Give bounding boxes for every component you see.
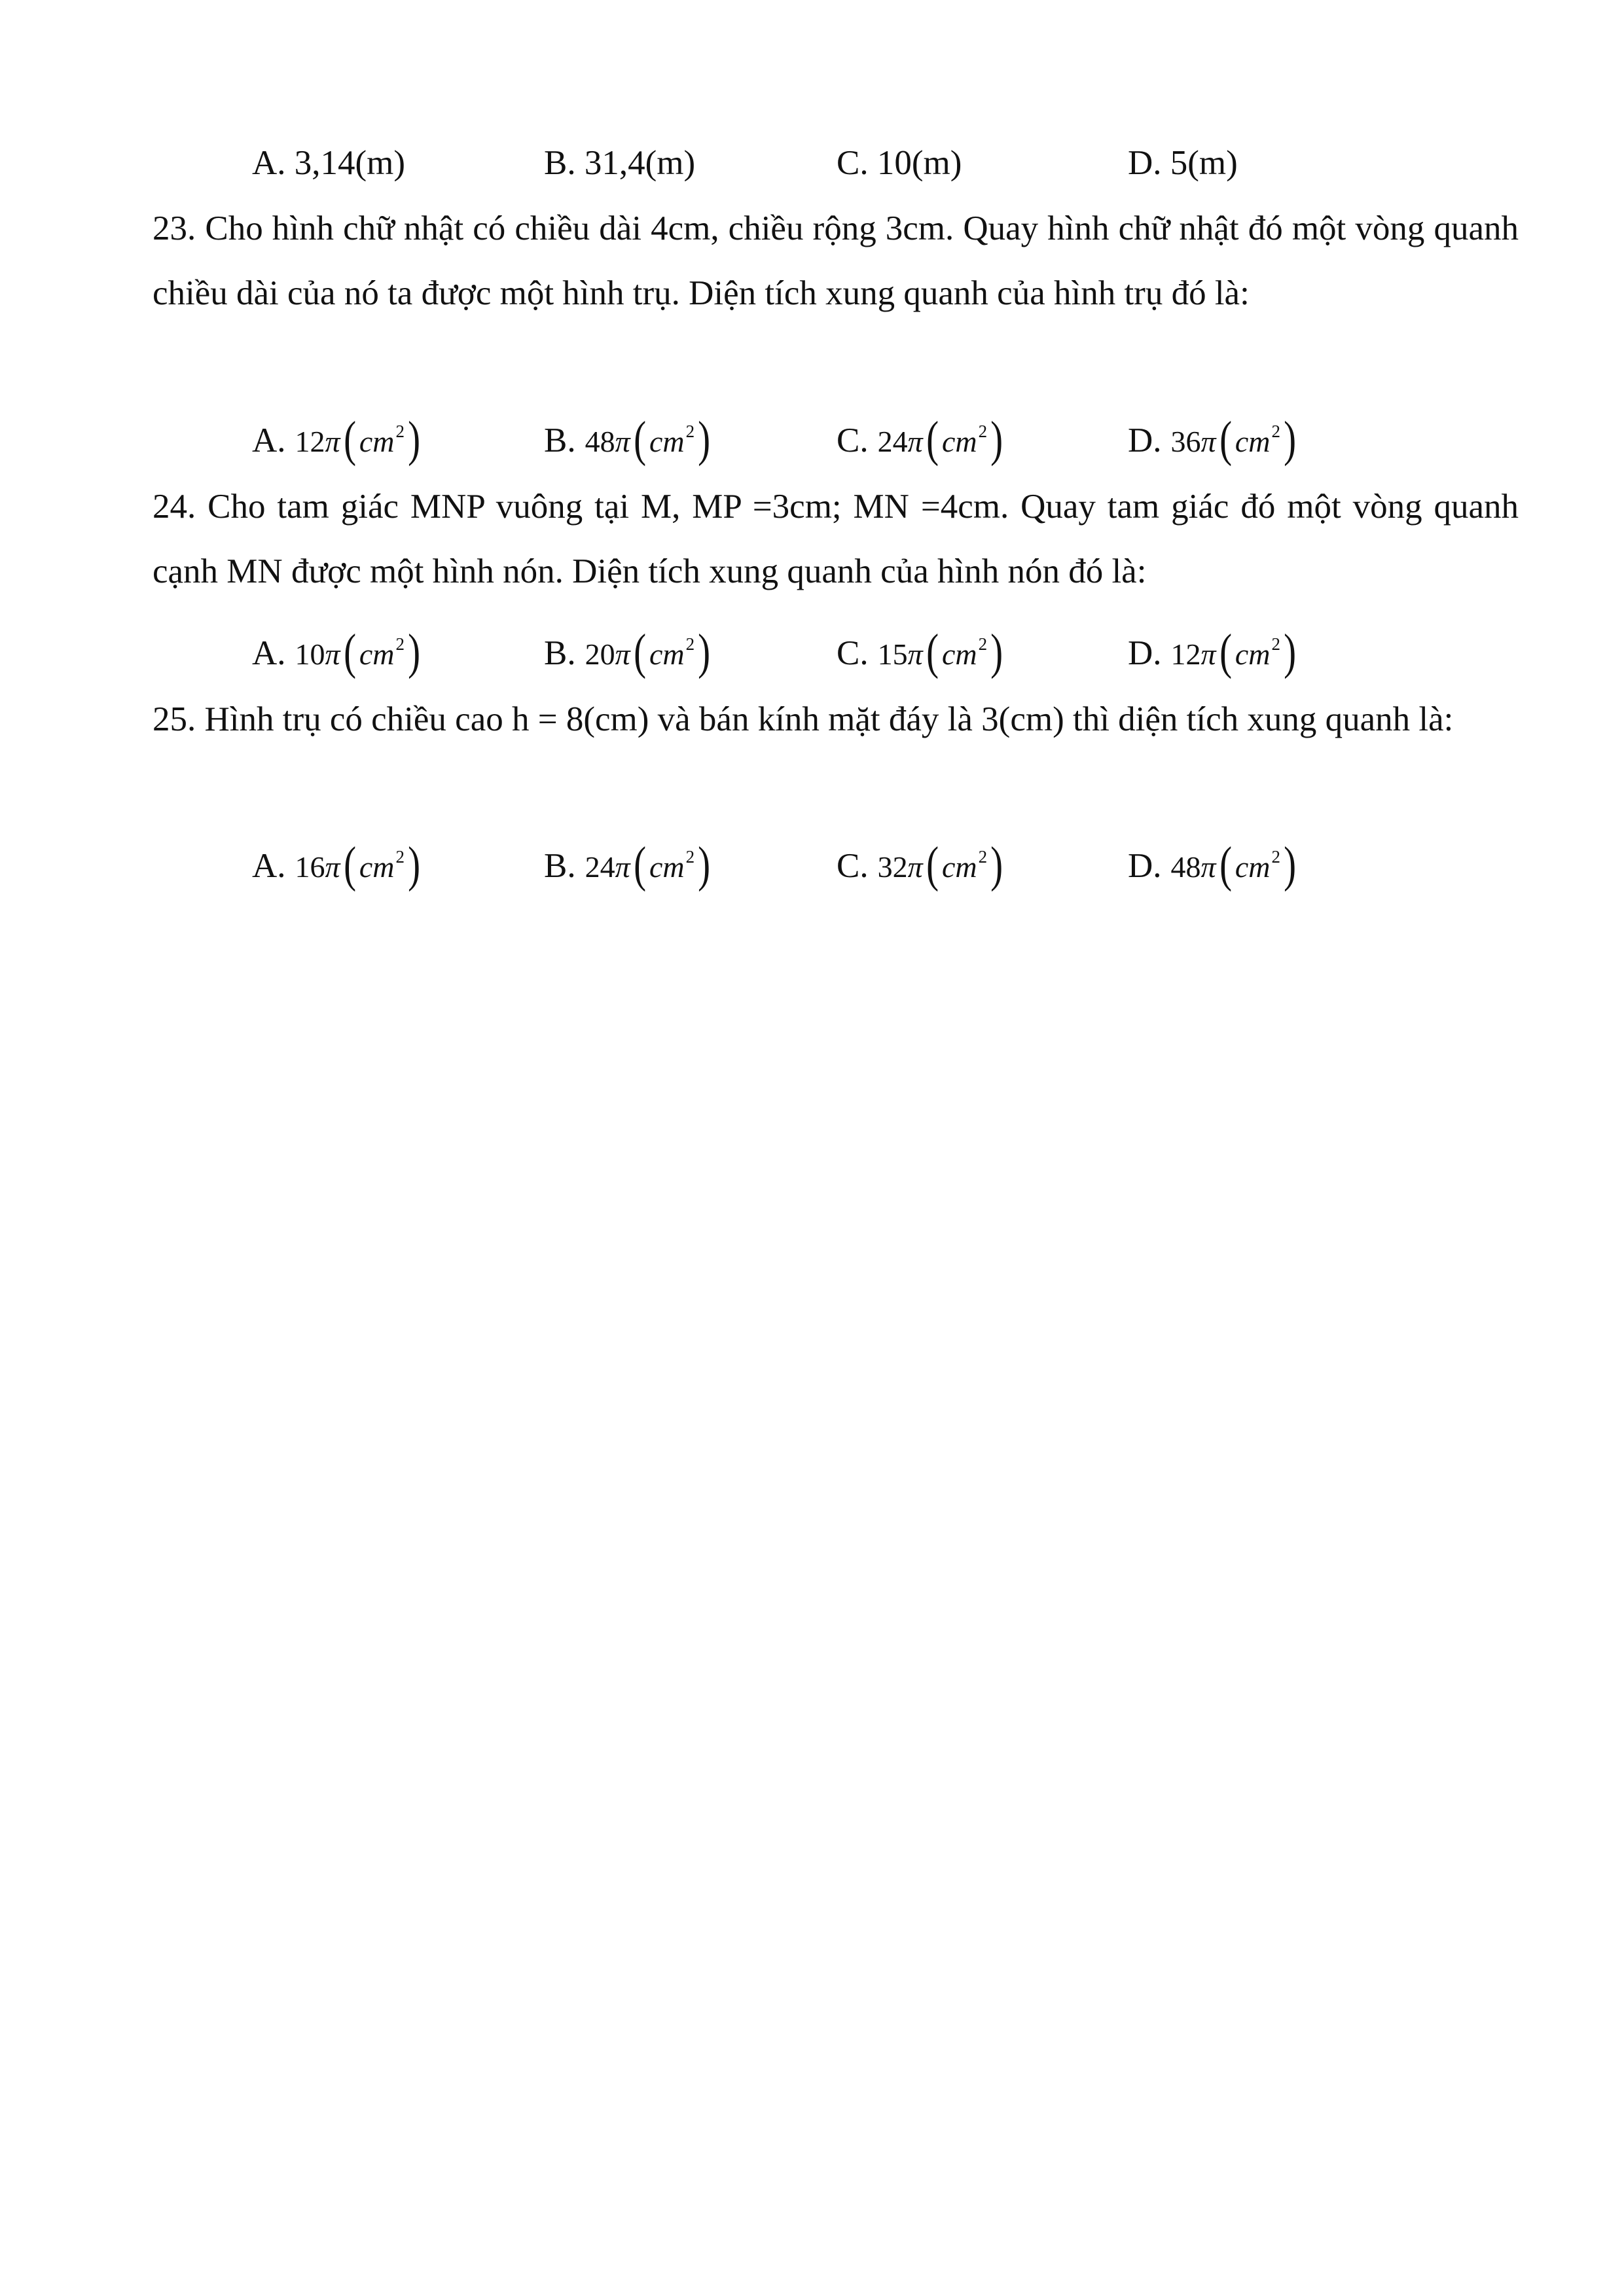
close-paren: ) — [990, 837, 1003, 892]
open-paren: ( — [633, 624, 646, 679]
coefficient: 12 — [1170, 637, 1201, 671]
pi-symbol: π — [615, 637, 630, 671]
unit: cm — [1235, 637, 1271, 671]
q24-option-a — [252, 612, 424, 687]
q25-option-c — [837, 825, 1006, 899]
coefficient: 15 — [877, 637, 908, 671]
q23-option-c — [837, 399, 1006, 474]
unit: cm — [941, 850, 977, 884]
open-paren: ( — [343, 624, 356, 679]
pi-symbol: π — [1200, 637, 1216, 671]
option-label: D. — [1128, 634, 1162, 672]
math-expression — [295, 624, 424, 679]
q23-options — [0, 399, 1624, 467]
exponent: 2 — [1271, 422, 1281, 441]
close-paren: ) — [990, 412, 1003, 467]
option-label: C. — [837, 422, 869, 459]
math-expression — [585, 412, 714, 467]
open-paren: ( — [1219, 837, 1232, 892]
option-label: A. — [252, 634, 286, 672]
coefficient: 16 — [295, 850, 325, 884]
option-label: D. — [1128, 422, 1162, 459]
close-paren: ) — [1284, 837, 1297, 892]
unit: cm — [941, 425, 977, 458]
open-paren: ( — [926, 412, 939, 467]
exponent: 2 — [395, 422, 405, 441]
coefficient: 24 — [877, 425, 908, 458]
exponent: 2 — [978, 634, 988, 654]
close-paren: ) — [990, 624, 1003, 679]
unit: cm — [359, 425, 395, 458]
math-expression — [877, 624, 1007, 679]
pi-symbol: π — [1200, 850, 1216, 884]
close-paren: ) — [698, 412, 711, 467]
math-expression — [1170, 624, 1300, 679]
unit: cm — [359, 850, 395, 884]
option-label: D. — [1128, 847, 1162, 885]
coefficient: 48 — [1170, 850, 1201, 884]
q24-option-d — [1128, 612, 1299, 687]
pi-symbol: π — [615, 850, 630, 884]
exponent: 2 — [1271, 634, 1281, 654]
q22-option-c: C. 10(m) — [837, 144, 962, 182]
q24-option-c — [837, 612, 1006, 687]
q22-option-d: D. 5(m) — [1128, 144, 1238, 182]
coefficient: 24 — [585, 850, 615, 884]
exponent: 2 — [685, 847, 695, 867]
exponent: 2 — [978, 422, 988, 441]
pi-symbol: π — [907, 637, 923, 671]
q22-options — [0, 131, 1624, 196]
close-paren: ) — [698, 624, 711, 679]
coefficient: 12 — [295, 425, 325, 458]
unit: cm — [649, 850, 685, 884]
math-expression — [585, 837, 714, 892]
exponent: 2 — [395, 634, 405, 654]
question-25-text: 25. Hình trụ có chiều cao h = 8(cm) và bán kính mặt đáy là 3(cm) thì diện tích xung quanh là: — [153, 700, 1454, 738]
close-paren: ) — [1284, 412, 1297, 467]
q25-option-a — [252, 825, 424, 899]
q25-option-b — [544, 825, 713, 899]
option-label: B. — [544, 634, 576, 672]
open-paren: ( — [343, 837, 356, 892]
q25-options — [0, 825, 1624, 892]
question-23-text: 23. Cho hình chữ nhật có chiều dài 4cm, chiều rộng 3cm. Quay hình chữ nhật đó một vòng quanh chiều dài của nó ta được một hình trụ. Diện tích xung quanh của hình trụ đó là: — [153, 209, 1519, 312]
q23-option-a — [252, 399, 424, 474]
option-label: B. — [544, 847, 576, 885]
coefficient: 48 — [585, 425, 615, 458]
q23-option-b — [544, 399, 713, 474]
pi-symbol: π — [615, 425, 630, 458]
q25-option-d — [1128, 825, 1299, 899]
option-label: B. — [544, 422, 576, 459]
math-expression — [1170, 412, 1300, 467]
q22-option-a: A. 3,14(m) — [252, 144, 406, 182]
close-paren: ) — [408, 837, 421, 892]
q22-option-b: B. 31,4(m) — [544, 144, 696, 182]
pi-symbol: π — [325, 637, 340, 671]
q24-options — [0, 612, 1624, 677]
option-label: A. — [252, 847, 286, 885]
open-paren: ( — [633, 412, 646, 467]
math-expression — [877, 412, 1007, 467]
open-paren: ( — [926, 624, 939, 679]
math-expression — [295, 412, 424, 467]
unit: cm — [359, 637, 395, 671]
pi-symbol: π — [907, 850, 923, 884]
close-paren: ) — [408, 624, 421, 679]
pi-symbol: π — [325, 850, 340, 884]
math-expression — [585, 624, 714, 679]
close-paren: ) — [1284, 624, 1297, 679]
coefficient: 20 — [585, 637, 615, 671]
math-expression — [295, 837, 424, 892]
coefficient: 36 — [1170, 425, 1201, 458]
open-paren: ( — [633, 837, 646, 892]
open-paren: ( — [343, 412, 356, 467]
unit: cm — [649, 425, 685, 458]
exponent: 2 — [685, 422, 695, 441]
option-label: A. — [252, 422, 286, 459]
q23-option-d — [1128, 399, 1299, 474]
option-label: C. — [837, 634, 869, 672]
coefficient: 10 — [295, 637, 325, 671]
exponent: 2 — [978, 847, 988, 867]
exponent: 2 — [685, 634, 695, 654]
unit: cm — [941, 637, 977, 671]
pi-symbol: π — [325, 425, 340, 458]
open-paren: ( — [1219, 624, 1232, 679]
exponent: 2 — [395, 847, 405, 867]
open-paren: ( — [926, 837, 939, 892]
close-paren: ) — [698, 837, 711, 892]
option-label: C. — [837, 847, 869, 885]
unit: cm — [1235, 850, 1271, 884]
coefficient: 32 — [877, 850, 908, 884]
unit: cm — [1235, 425, 1271, 458]
pi-symbol: π — [907, 425, 923, 458]
math-expression — [877, 837, 1007, 892]
exponent: 2 — [1271, 847, 1281, 867]
open-paren: ( — [1219, 412, 1232, 467]
close-paren: ) — [408, 412, 421, 467]
math-expression — [1170, 837, 1300, 892]
pi-symbol: π — [1200, 425, 1216, 458]
question-24-text: 24. Cho tam giác MNP vuông tại M, MP =3cm; MN =4cm. Quay tam giác đó một vòng quanh cạnh MN được một hình nón. Diện tích xung quanh của hình nón đó là: — [153, 488, 1519, 590]
q24-option-b — [544, 612, 713, 687]
unit: cm — [649, 637, 685, 671]
